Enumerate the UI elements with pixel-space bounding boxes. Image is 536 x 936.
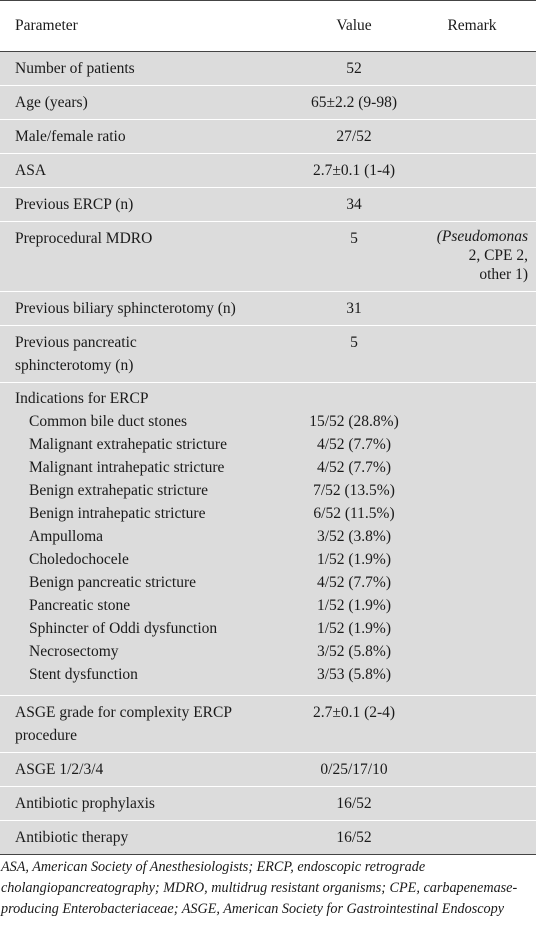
row-parameter: Age (years) xyxy=(0,86,300,120)
table-row xyxy=(0,120,536,154)
table-row xyxy=(0,292,536,326)
remark-line: 2, CPE 2, xyxy=(468,247,528,264)
row-value: 52 xyxy=(300,52,408,86)
row-remark xyxy=(408,821,536,855)
row-remark xyxy=(408,86,536,120)
table-row xyxy=(0,326,536,383)
row-value: 2.7±0.1 (1-4) xyxy=(300,154,408,188)
row-parameter: ASA xyxy=(0,154,300,188)
table-footnote: ASA, American Society of Anesthesiologists; ERCP, endoscopic retrograde cholangiopancreatography; MDRO, multidrug resistant organisms; CPE, carbapenemase-producing Enterobacteriaceae; ASGE, American Society for Gastrointestinal Endoscopy xyxy=(1,859,518,917)
indication-label: Sphincter of Oddi dysfunction xyxy=(29,620,218,637)
indication-value: 4/52 (7.7%) xyxy=(316,459,392,476)
row-value: 5 xyxy=(300,326,408,383)
row-remark xyxy=(408,292,536,326)
row-parameter-line: Previous pancreatic xyxy=(15,334,137,351)
remark-organism: (Pseudomonas xyxy=(436,228,528,245)
row-value: 16/52 xyxy=(300,787,408,821)
indications-heading: Indications for ERCP xyxy=(15,390,149,407)
indication-label: Ampulloma xyxy=(29,528,104,545)
table-row xyxy=(0,821,536,855)
row-value: 2.7±0.1 (2-4) xyxy=(300,696,408,753)
row-remark xyxy=(408,326,536,383)
indication-value: 1/52 (1.9%) xyxy=(316,597,392,614)
table-row xyxy=(0,188,536,222)
row-remark xyxy=(408,696,536,753)
row-parameter: Antibiotic prophylaxis xyxy=(0,787,300,821)
table-row-indications xyxy=(0,383,536,696)
indication-label: Pancreatic stone xyxy=(29,597,131,614)
row-value: 5 xyxy=(300,222,408,292)
row-value: 65±2.2 (9-98) xyxy=(300,86,408,120)
header-remark: Remark xyxy=(408,1,536,52)
table-row xyxy=(0,787,536,821)
row-remark xyxy=(408,154,536,188)
row-remark xyxy=(408,753,536,787)
table-row xyxy=(0,753,536,787)
row-parameter xyxy=(0,696,300,753)
header-row xyxy=(0,1,536,52)
indication-value: 1/52 (1.9%) xyxy=(316,620,392,637)
row-value: 16/52 xyxy=(300,821,408,855)
row-remark xyxy=(408,383,536,696)
indication-value: 3/53 (5.8%) xyxy=(316,666,392,683)
row-parameter: Number of patients xyxy=(0,52,300,86)
table-row xyxy=(0,696,536,753)
table-row xyxy=(0,86,536,120)
row-parameter: Male/female ratio xyxy=(0,120,300,154)
row-value: 27/52 xyxy=(300,120,408,154)
row-parameter-line: sphincterotomy (n) xyxy=(15,357,134,374)
indication-label: Necrosectomy xyxy=(29,643,119,660)
header-value: Value xyxy=(300,1,408,52)
indication-label: Malignant extrahepatic stricture xyxy=(29,436,227,453)
row-parameter: Preprocedural MDRO xyxy=(0,222,300,292)
indication-label: Stent dysfunction xyxy=(29,666,138,683)
row-parameter-line: ASGE grade for complexity ERCP xyxy=(15,704,232,721)
indication-label: Benign extrahepatic stricture xyxy=(29,482,209,499)
indication-value: 15/52 (28.8%) xyxy=(309,413,399,430)
indication-value: 6/52 (11.5%) xyxy=(313,505,395,522)
row-parameter-line: procedure xyxy=(15,727,77,744)
row-parameter: Previous ERCP (n) xyxy=(0,188,300,222)
row-remark xyxy=(408,188,536,222)
indication-value: 1/52 (1.9%) xyxy=(316,551,392,568)
indication-value: 7/52 (13.5%) xyxy=(313,482,395,499)
row-value: 0/25/17/10 xyxy=(300,753,408,787)
table-row xyxy=(0,52,536,86)
indication-label: Choledochocele xyxy=(29,551,129,568)
indication-label: Benign intrahepatic stricture xyxy=(29,505,206,522)
indication-label: Benign pancreatic stricture xyxy=(29,574,196,591)
indication-label: Malignant intrahepatic stricture xyxy=(29,459,225,476)
indication-value: 4/52 (7.7%) xyxy=(316,436,392,453)
row-value: 31 xyxy=(300,292,408,326)
row-remark xyxy=(408,787,536,821)
table-row xyxy=(0,222,536,292)
row-remark xyxy=(408,120,536,154)
indication-value: 3/52 (3.8%) xyxy=(316,528,392,545)
header-parameter: Parameter xyxy=(0,1,300,52)
row-value xyxy=(300,383,408,696)
indication-label: Common bile duct stones xyxy=(29,413,188,430)
row-parameter xyxy=(0,383,300,696)
row-remark xyxy=(408,222,536,292)
remark-line: other 1) xyxy=(479,266,528,283)
row-parameter: Antibiotic therapy xyxy=(0,821,300,855)
table-row xyxy=(0,154,536,188)
row-parameter: ASGE 1/2/3/4 xyxy=(0,753,300,787)
row-parameter xyxy=(0,326,300,383)
indications-list xyxy=(15,410,300,686)
row-value: 34 xyxy=(300,188,408,222)
indication-value: 3/52 (5.8%) xyxy=(316,643,392,660)
row-remark xyxy=(408,52,536,86)
row-parameter: Previous biliary sphincterotomy (n) xyxy=(0,292,300,326)
indication-value: 4/52 (7.7%) xyxy=(316,574,392,591)
indications-values xyxy=(300,387,408,686)
